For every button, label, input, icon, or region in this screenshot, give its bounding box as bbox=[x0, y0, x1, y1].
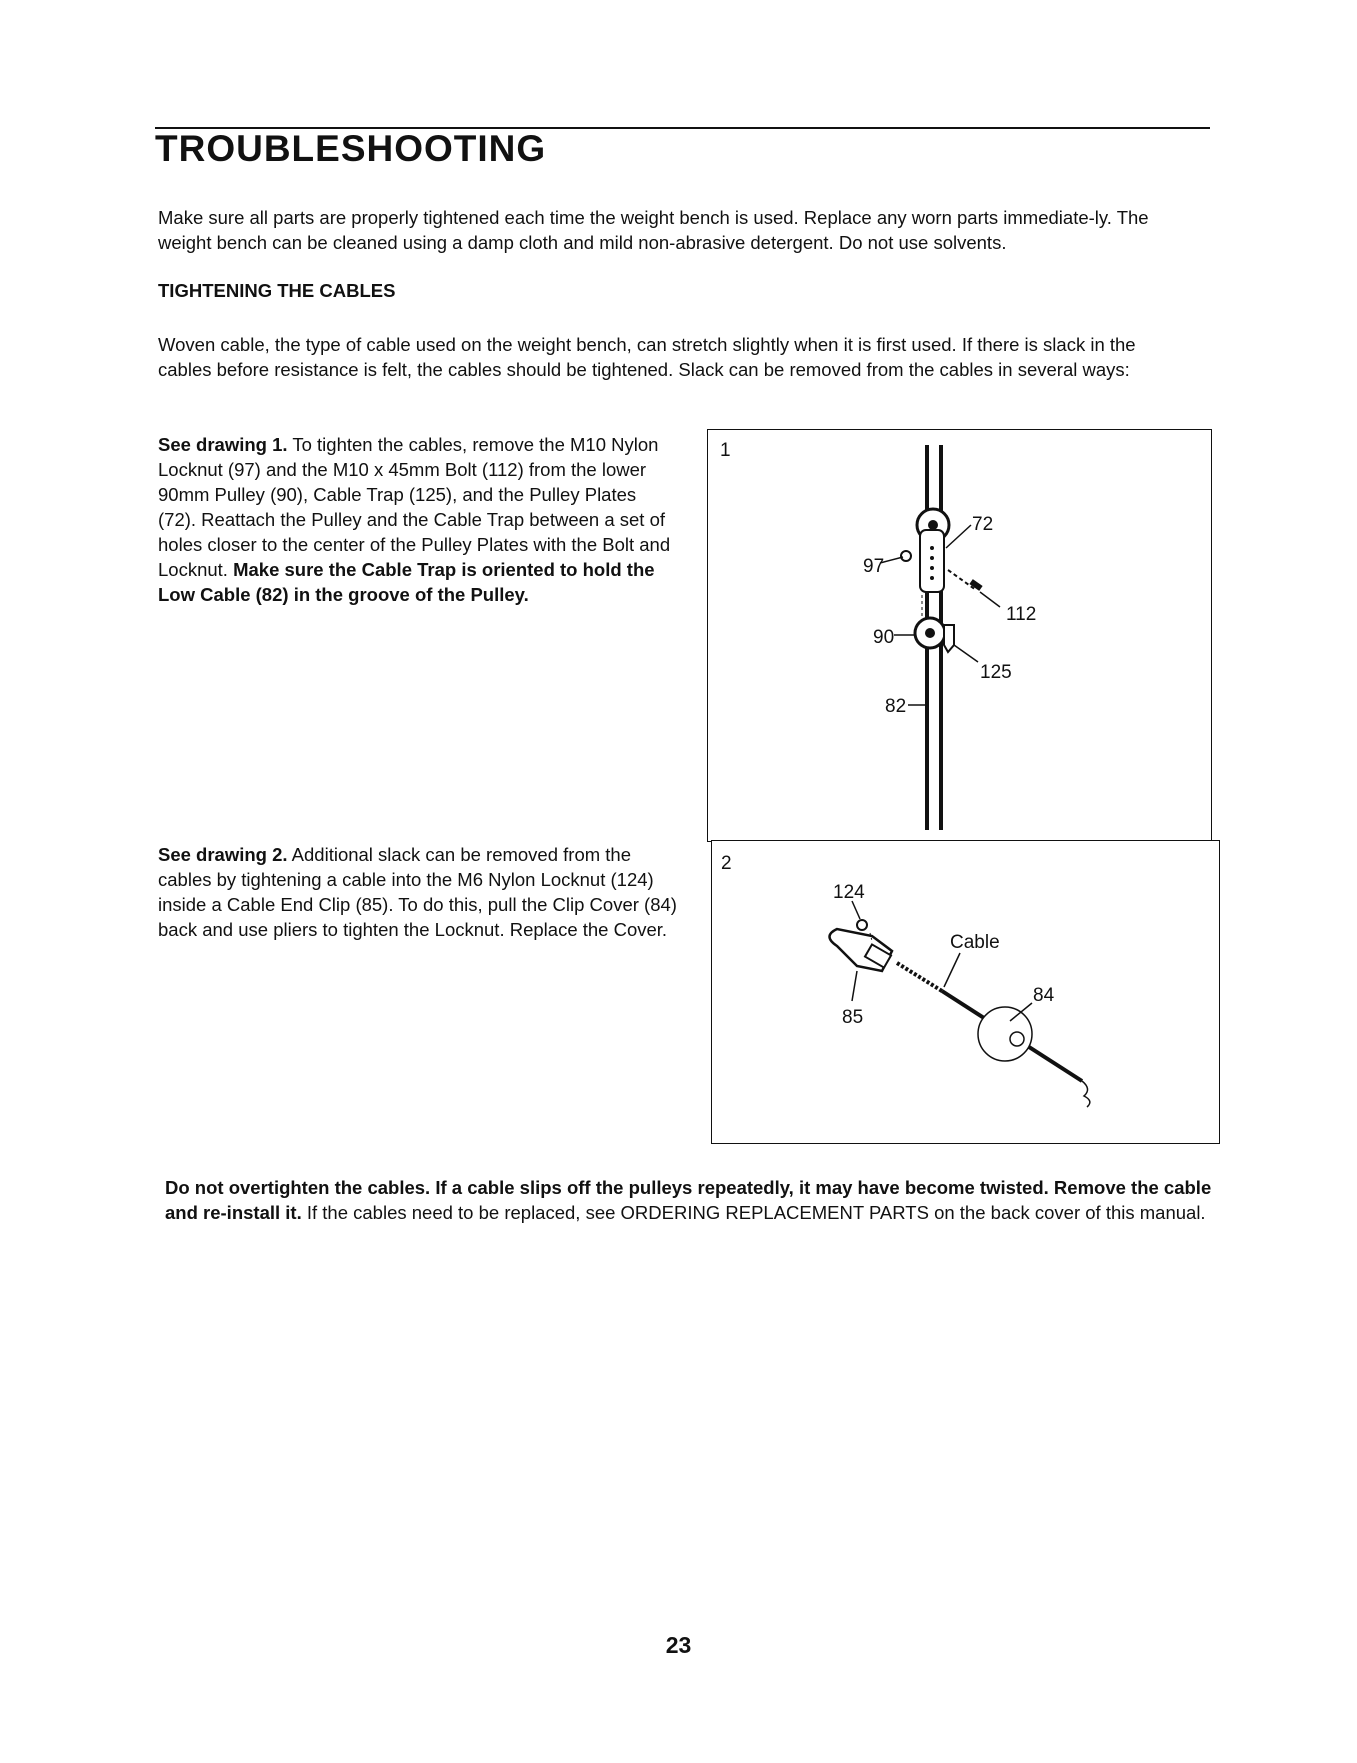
leader-112 bbox=[980, 592, 1000, 607]
bolt-dashed-line bbox=[948, 570, 976, 590]
callout-112: 112 bbox=[1006, 604, 1037, 625]
upper-pulley-hub bbox=[928, 520, 938, 530]
callout-90: 90 bbox=[873, 627, 895, 648]
figure-1-drawing bbox=[708, 430, 1211, 841]
figure-2 bbox=[711, 840, 1220, 1144]
figure-1-number: 1 bbox=[720, 440, 731, 461]
pulley-plates bbox=[920, 530, 944, 592]
drawing1-paragraph bbox=[158, 432, 678, 607]
figure-2-number: 2 bbox=[721, 853, 732, 874]
drawing1-lead: See drawing 1. bbox=[158, 434, 288, 455]
leader-125 bbox=[954, 645, 978, 662]
callout-125: 125 bbox=[980, 662, 1012, 683]
final-text: If the cables need to be replaced, see ORDERING REPLACEMENT PARTS on the back cover of this manual. bbox=[301, 1202, 1206, 1223]
leader-cable bbox=[944, 953, 960, 987]
locknut bbox=[901, 551, 911, 561]
clip-cover bbox=[978, 1007, 1032, 1061]
callout-124: 124 bbox=[833, 882, 865, 903]
callout-72: 72 bbox=[972, 514, 994, 535]
figure-2-drawing bbox=[712, 841, 1219, 1143]
callout-84: 84 bbox=[1033, 985, 1055, 1006]
callout-85: 85 bbox=[842, 1007, 864, 1028]
drawing2-paragraph bbox=[158, 842, 678, 942]
drawing2-text: Additional slack can be removed from the cables by tightening a cable into the M6 Nylon Locknut (124) inside a Cable End Clip (85). To do this, pull the Clip Cover (84) back and use pliers to tighten the Locknut. Replace the Cover. bbox=[158, 844, 677, 940]
section-heading: TIGHTENING THE CABLES bbox=[158, 280, 396, 301]
callout-97: 97 bbox=[863, 556, 885, 577]
final-paragraph bbox=[165, 1175, 1215, 1225]
locknut-124 bbox=[857, 920, 867, 930]
drawing1-bold-tail: Make sure the Cable Trap is oriented to hold the Low Cable (82) in the groove of the Pulley. bbox=[158, 559, 655, 605]
leader-124 bbox=[852, 901, 860, 919]
cable-trap bbox=[944, 625, 954, 652]
drawing1-text: To tighten the cables, remove the M10 Nylon Locknut (97) and the M10 x 45mm Bolt (112) from the lower 90mm Pulley (90), Cable Trap (125), and the Pulley Plates (72). Reattach the Pulley and the Cable Trap between a set of holes closer to the center of the Pulley Plates with the Bolt and Locknut. bbox=[158, 434, 671, 580]
woven-cable-paragraph: Woven cable, the type of cable used on the weight bench, can stretch slightly when it is first used. If there is slack in the cables before resistance is felt, the cables should be tightened. Slack can be removed from the cables in several ways: bbox=[158, 334, 1136, 380]
page-number: 23 bbox=[665, 1632, 692, 1658]
lower-pulley-hub bbox=[925, 628, 935, 638]
callout-82: 82 bbox=[885, 696, 907, 717]
leader-85 bbox=[852, 971, 857, 1001]
intro-paragraph: Make sure all parts are properly tightened each time the weight bench is used. Replace any worn parts immediate-ly. The weight bench can be cleaned using a damp cloth and mild non-abrasive detergent. Do not use solvents. bbox=[158, 207, 1149, 253]
final-bold: Do not overtighten the cables. If a cable slips off the pulleys repeatedly, it may have become twisted. Remove the cable and re-install it. bbox=[165, 1177, 1212, 1223]
callout-cable: Cable bbox=[950, 932, 1000, 953]
drawing2-lead: See drawing 2. bbox=[158, 844, 288, 865]
bolt-head bbox=[969, 579, 982, 591]
cable-end-frayed bbox=[1082, 1081, 1090, 1107]
page-title: TROUBLESHOOTING bbox=[155, 128, 547, 169]
threaded-stud bbox=[897, 963, 942, 991]
figure-1 bbox=[707, 429, 1212, 842]
